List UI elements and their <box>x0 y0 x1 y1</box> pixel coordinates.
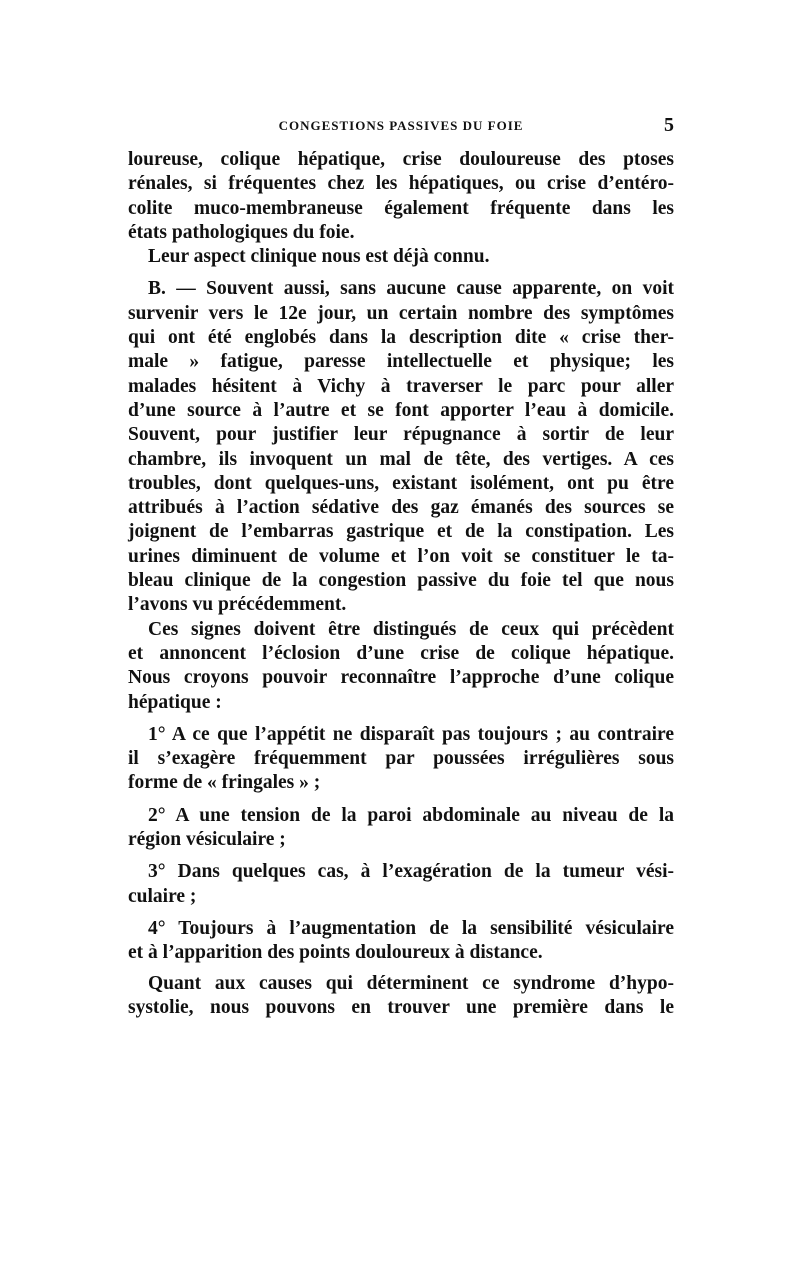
text-line: colite muco-membraneuse également fréquente dans les <box>128 197 674 219</box>
text-line: Quant aux causes qui déterminent ce syndrome d’hypo- <box>148 972 674 994</box>
text-line: Leur aspect clinique nous est déjà connu. <box>148 246 490 268</box>
text-line: loureuse, colique hépatique, crise douloureuse des ptoses <box>128 149 674 170</box>
text-line: urines diminuent de volume et l’on voit se constituer le ta- <box>128 545 674 567</box>
text-line: troubles, dont quelques-uns, existant isolément, ont pu être <box>128 472 674 494</box>
text-line: chambre, ils invoquent un mal de tête, des vertiges. A ces <box>128 448 674 470</box>
text-line: culaire ; <box>128 885 197 907</box>
text-line: états pathologiques du foie. <box>128 221 355 243</box>
text-line: survenir vers le 12e jour, un certain nombre des symptômes <box>128 302 674 324</box>
text-line: bleau clinique de la congestion passive du foie tel que nous <box>128 570 674 592</box>
text-line: 3° Dans quelques cas, à l’exagération de la tumeur vési- <box>148 861 674 883</box>
page-number: 5 <box>664 114 674 136</box>
text-line: Nous croyons pouvoir reconnaître l’approche d’une colique <box>128 667 674 689</box>
text-line: l’avons vu précédemment. <box>128 594 347 616</box>
text-line: attribués à l’action sédative des gaz émanés des sources se <box>128 497 674 519</box>
text-line: et annoncent l’éclosion d’une crise de colique hépatique. <box>128 642 674 664</box>
text-line: région vésiculaire ; <box>128 829 286 851</box>
text-line: joignent de l’embarras gastrique et de la constipation. Les <box>128 521 674 543</box>
text-line: male » fatigue, paresse intellectuelle et physique; les <box>128 351 674 373</box>
text-line: il s’exagère fréquemment par poussées irrégulières sous <box>128 748 674 770</box>
text-line: malades hésitent à Vichy à traverser le parc pour aller <box>128 375 674 397</box>
text-line: systolie, nous pouvons en trouver une première dans le <box>128 996 674 1018</box>
body-text <box>128 148 674 1020</box>
text-line: qui ont été englobés dans la description dite « crise ther- <box>128 327 674 349</box>
text-line: forme de « fringales » ; <box>128 772 321 794</box>
text-line: Ces signes doivent être distingués de ceux qui précèdent <box>148 618 674 640</box>
running-head <box>128 114 674 138</box>
text-line: rénales, si fréquentes chez les hépatiques, ou crise d’entéro- <box>128 173 674 195</box>
text-line: et à l’apparition des points douloureux à distance. <box>128 942 543 964</box>
text-line: 4° Toujours à l’augmentation de la sensibilité vésiculaire <box>148 917 674 939</box>
text-line: 1° A ce que l’appétit ne disparaît pas toujours ; au contraire <box>148 723 674 745</box>
text-line: hépatique : <box>128 691 222 713</box>
text-line: B. — Souvent aussi, sans aucune cause apparente, on voit <box>148 278 674 300</box>
text-line: 2° A une tension de la paroi abdominale au niveau de la <box>148 804 674 826</box>
running-title: CONGESTIONS PASSIVES DU FOIE <box>278 118 524 133</box>
text-line: Souvent, pour justifier leur répugnance à sortir de leur <box>128 424 674 446</box>
text-line: d’une source à l’autre et se font apporter l’eau à domicile. <box>128 399 674 421</box>
